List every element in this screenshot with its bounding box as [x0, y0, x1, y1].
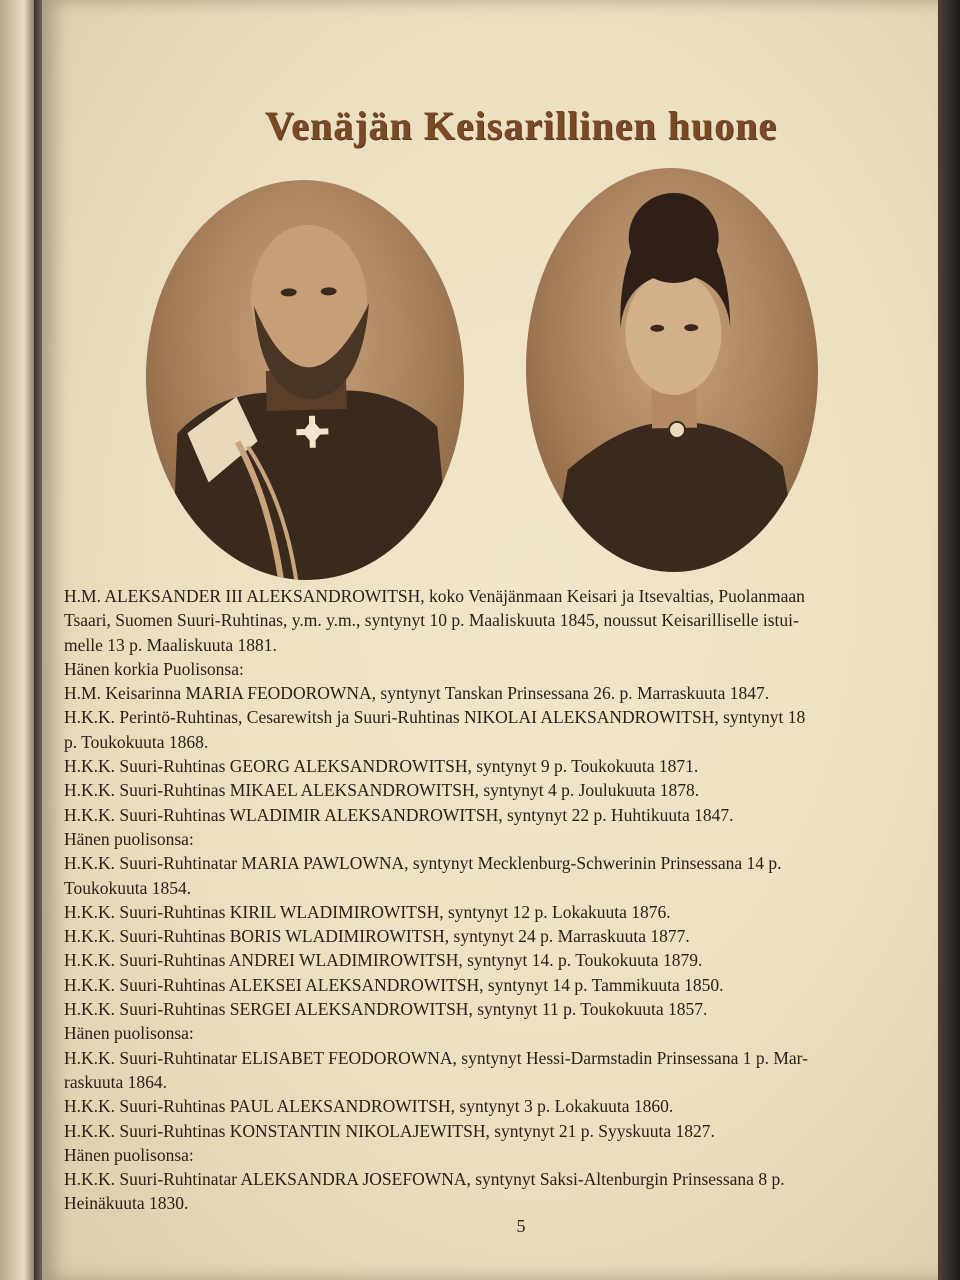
text-line: H.K.K. Suuri-Ruhtinas SERGEI ALEKSANDROWITSH, syntynyt 11 p. Toukokuuta 1857. — [64, 999, 708, 1020]
text-line: Toukokuuta 1854. — [64, 877, 192, 898]
text-line: H.K.K. Suuri-Ruhtinas KIRIL WLADIMIROWITSH, syntynyt 12 p. Lokakuuta 1876. — [64, 901, 671, 922]
text-line: Heinäkuuta 1830. — [64, 1193, 189, 1214]
text-line: Hänen puolisonsa: — [64, 828, 194, 849]
text-line: p. Toukokuuta 1868. — [64, 731, 209, 752]
book-page — [42, 0, 940, 1280]
body-text — [64, 584, 934, 1216]
text-line: H.K.K. Suuri-Ruhtinas GEORG ALEKSANDROWITSH, syntynyt 9 p. Toukokuuta 1871. — [64, 756, 699, 777]
portrait-empress-illustration — [522, 165, 821, 574]
text-line: H.K.K. Perintö-Ruhtinas, Cesarewitsh ja Suuri-Ruhtinas NIKOLAI ALEKSANDROWITSH, syntynyt 18 — [64, 707, 806, 728]
text-line: H.M. Keisarinna MARIA FEODOROWNA, syntynyt Tanskan Prinsessana 26. p. Marraskuuta 1847. — [64, 683, 770, 704]
page-title: Venäjän Keisarillinen huone — [264, 103, 778, 148]
text-line: H.K.K. Suuri-Ruhtinas PAUL ALEKSANDROWITSH, syntynyt 3 p. Lokakuuta 1860. — [64, 1096, 674, 1117]
text-line: H.M. ALEKSANDER III ALEKSANDROWITSH, koko Venäjänmaan Keisari ja Itsevaltias, Puolanmaan — [64, 586, 805, 606]
portrait-emperor-illustration — [141, 176, 469, 584]
text-line: raskuuta 1864. — [64, 1071, 168, 1092]
text-line: Hänen puolisonsa: — [64, 1023, 194, 1044]
text-line: Hänen korkia Puolisonsa: — [64, 658, 244, 679]
text-line: H.K.K. Suuri-Ruhtinas WLADIMIR ALEKSANDROWITSH, syntynyt 22 p. Huhtikuuta 1847. — [64, 804, 734, 825]
text-line: H.K.K. Suuri-Ruhtinatar ELISABET FEODOROWNA, syntynyt Hessi-Darmstadin Prinsessana 1 p. Mar- — [64, 1047, 808, 1068]
text-line: Hänen puolisonsa: — [64, 1144, 194, 1165]
right-background-edge — [938, 0, 960, 1280]
text-line: H.K.K. Suuri-Ruhtinatar MARIA PAWLOWNA, syntynyt Mecklenburg-Schwerinin Prinsessana 14 p. — [64, 853, 782, 874]
text-line: H.K.K. Suuri-Ruhtinas BORIS WLADIMIROWITSH, syntynyt 24 p. Marraskuuta 1877. — [64, 926, 690, 947]
text-line: H.K.K. Suuri-Ruhtinas ALEKSEI ALEKSANDROWITSH, syntynyt 14 p. Tammikuuta 1850. — [64, 974, 724, 995]
text-line: H.K.K. Suuri-Ruhtinas ANDREI WLADIMIROWITSH, syntynyt 14. p. Toukokuuta 1879. — [64, 950, 703, 971]
text-line: H.K.K. Suuri-Ruhtinas KONSTANTIN NIKOLAJEWITSH, syntynyt 21 p. Syyskuuta 1827. — [64, 1120, 715, 1141]
page-number: 5 — [516, 1216, 526, 1236]
portrait-emperor — [141, 176, 469, 584]
text-line: H.K.K. Suuri-Ruhtinatar ALEKSANDRA JOSEFOWNA, syntynyt Saksi-Altenburgin Prinsessana 8 p. — [64, 1169, 785, 1190]
portrait-empress — [522, 165, 821, 574]
text-line: H.K.K. Suuri-Ruhtinas MIKAEL ALEKSANDROWITSH, syntynyt 4 p. Joulukuuta 1878. — [64, 780, 700, 801]
text-line: Tsaari, Suomen Suuri-Ruhtinas, y.m. y.m., syntynyt 10 p. Maaliskuuta 1845, noussut Keisarilliselle istui- — [64, 610, 799, 631]
text-line: melle 13 p. Maaliskuuta 1881. — [64, 634, 277, 655]
